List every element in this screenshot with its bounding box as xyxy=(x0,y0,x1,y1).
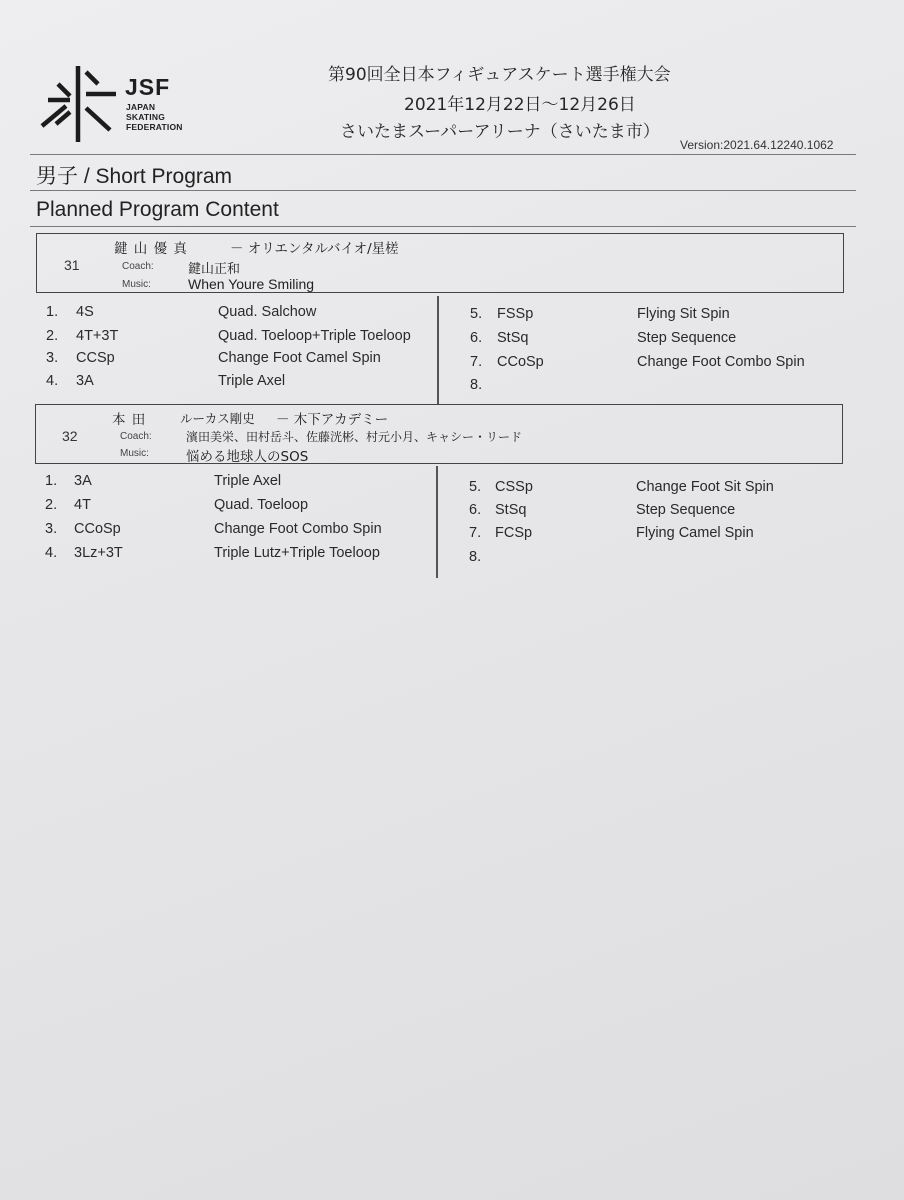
section-title: Planned Program Content xyxy=(36,198,279,221)
music-title: When Youre Smiling xyxy=(188,276,315,292)
element-code: StSq xyxy=(495,502,527,518)
logo-line-skating: SKATING xyxy=(126,112,166,122)
element-code: 4S xyxy=(76,304,94,320)
element-number: 4. xyxy=(46,373,59,389)
logo-abbreviation: JSF xyxy=(125,74,171,100)
element-code: 3Lz+3T xyxy=(74,545,123,561)
element-name: Triple Lutz+Triple Toeloop xyxy=(214,545,380,561)
element-code: StSq xyxy=(497,330,529,346)
element-code: 4T+3T xyxy=(76,328,119,344)
element-column-divider xyxy=(437,296,439,404)
element-code: CSSp xyxy=(495,479,533,495)
element-code: 3A xyxy=(76,373,94,389)
element-name: Change Foot Camel Spin xyxy=(218,350,381,366)
element-name: Flying Sit Spin xyxy=(637,306,730,322)
start-number: 32 xyxy=(62,428,78,444)
element-number: 8. xyxy=(470,377,483,393)
element-number: 1. xyxy=(46,304,59,320)
skater-name: 鍵 山 優 真 xyxy=(114,241,188,257)
jsf-logo-icon xyxy=(36,64,206,144)
element-number: 5. xyxy=(470,306,483,322)
element-name: Quad. Toeloop+Triple Toeloop xyxy=(218,328,411,344)
version-label: Version:2021.64.12240.1062 xyxy=(680,138,834,152)
element-code: 3A xyxy=(74,473,92,489)
element-column-divider xyxy=(436,466,438,578)
element-name: Quad. Toeloop xyxy=(214,497,309,513)
element-name: Change Foot Sit Spin xyxy=(636,479,774,495)
logo-line-federation: FEDERATION xyxy=(126,122,183,132)
element-number: 1. xyxy=(45,473,58,489)
element-name: Change Foot Combo Spin xyxy=(637,354,805,370)
skater-name: 本 田 xyxy=(112,412,147,428)
music-label: Music: xyxy=(122,279,151,290)
element-name: Triple Axel xyxy=(218,373,286,389)
element-number: 4. xyxy=(45,545,58,561)
element-number: 3. xyxy=(46,350,59,366)
event-title: 第90回全日本フィギュアスケート選手権大会 xyxy=(328,65,671,85)
category-title: 男子 / Short Program xyxy=(36,165,233,188)
coach-names: 濱田美栄、田村岳斗、佐藤洸彬、村元小月、キャシー・リード xyxy=(186,430,523,444)
element-number: 7. xyxy=(470,354,483,370)
coach-label: Coach: xyxy=(120,431,152,442)
music-title: 悩める地球人のSOS xyxy=(186,449,309,465)
element-name: Triple Axel xyxy=(214,473,282,489)
element-code: FCSp xyxy=(495,525,533,541)
category-divider xyxy=(30,190,856,191)
section-divider xyxy=(30,226,856,227)
element-number: 6. xyxy=(469,502,482,518)
element-name: Flying Camel Spin xyxy=(636,525,754,541)
music-label: Music: xyxy=(120,448,149,459)
coach-label: Coach: xyxy=(122,261,154,272)
element-code: CCoSp xyxy=(74,521,121,537)
element-number: 3. xyxy=(45,521,58,537)
element-name: Step Sequence xyxy=(637,330,737,346)
element-code: FSSp xyxy=(497,306,534,322)
element-number: 2. xyxy=(46,328,59,344)
skater-club: － 木下アカデミー xyxy=(276,412,389,428)
element-code: 4T xyxy=(74,497,91,513)
element-number: 5. xyxy=(469,479,482,495)
header-divider xyxy=(30,154,856,155)
element-code: CCoSp xyxy=(497,354,544,370)
skater-club: － オリエンタルバイオ/星槎 xyxy=(230,241,399,257)
logo-line-japan: JAPAN xyxy=(126,102,156,112)
start-number: 31 xyxy=(64,257,80,273)
element-name: Change Foot Combo Spin xyxy=(214,521,382,537)
skater-name-kana: ルーカス剛史 xyxy=(180,411,255,426)
event-venue: さいたまスーパーアリーナ（さいたま市） xyxy=(340,122,660,142)
coach-names: 鍵山正和 xyxy=(188,262,241,277)
element-number: 2. xyxy=(45,497,58,513)
element-code: CCSp xyxy=(76,350,115,366)
element-name: Step Sequence xyxy=(636,502,736,518)
element-number: 7. xyxy=(469,525,482,541)
event-dates: 2021年12月22日～12月26日 xyxy=(404,95,636,115)
element-number: 8. xyxy=(469,549,482,565)
element-number: 6. xyxy=(470,330,483,346)
element-name: Quad. Salchow xyxy=(218,304,317,320)
